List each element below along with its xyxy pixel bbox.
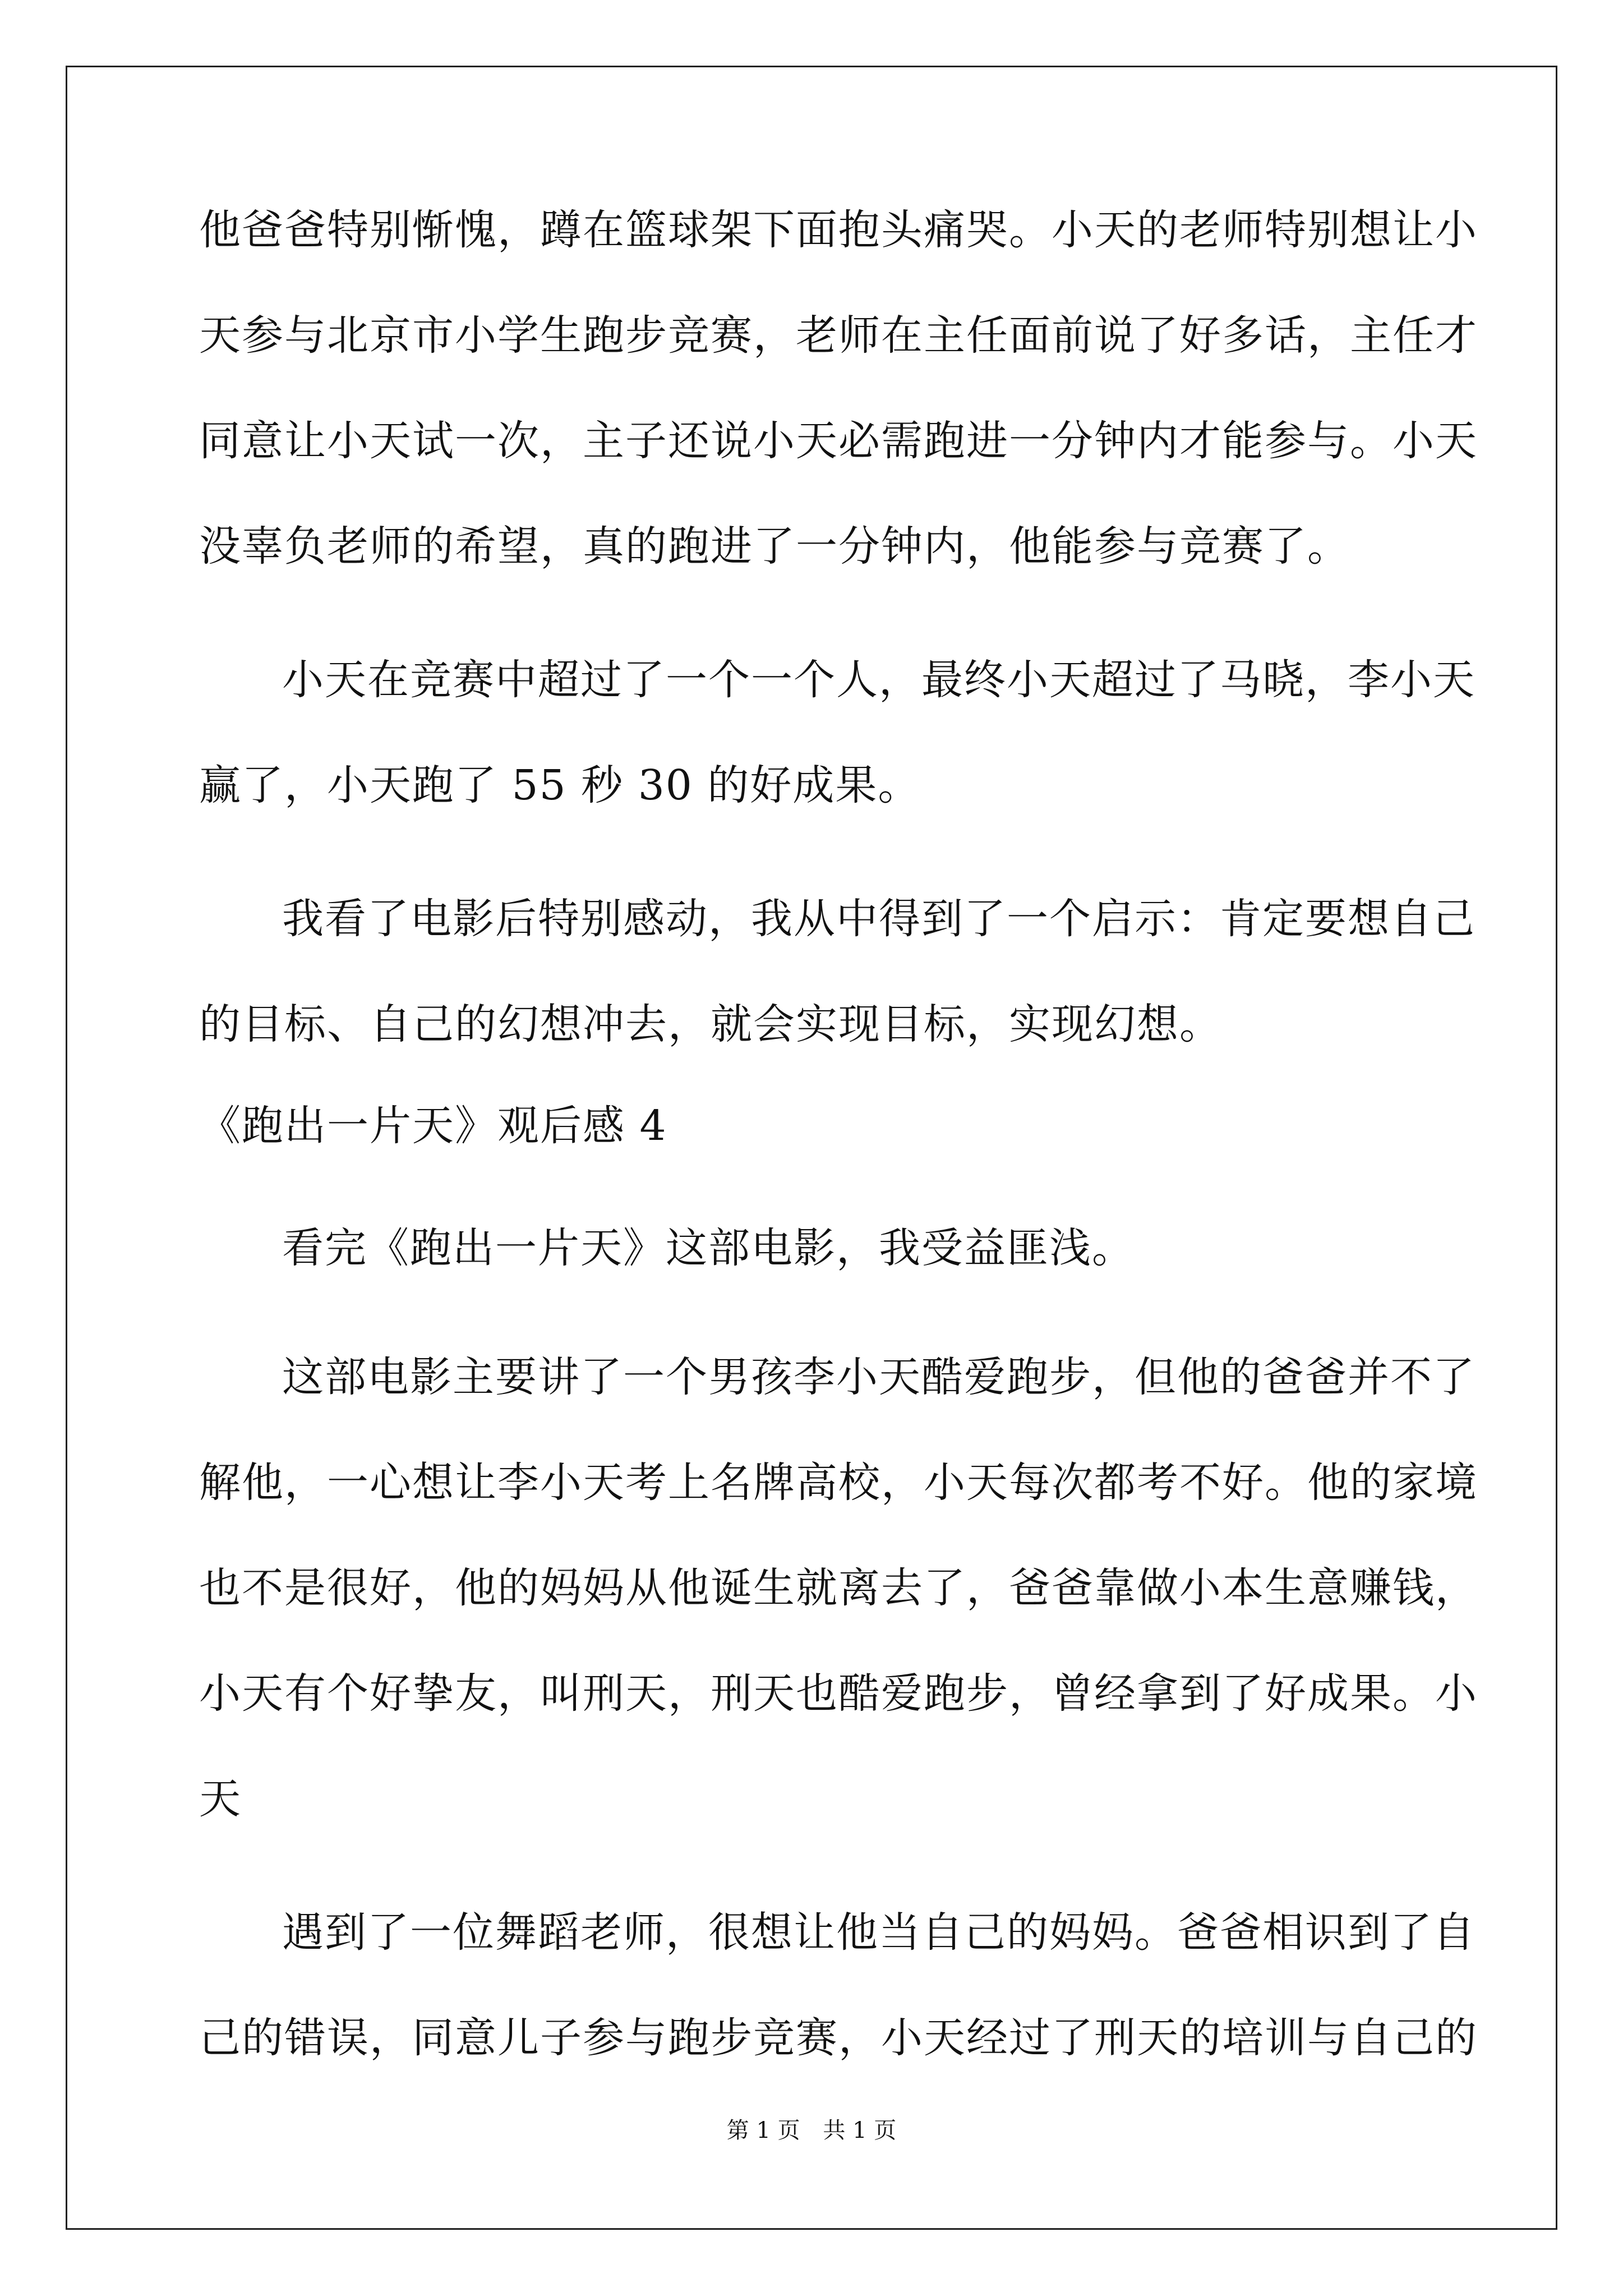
body-line: 没辜负老师的希望，真的跑进了一分钟内，他能参与竞赛了。 (199, 522, 1350, 570)
body-line: 解他，一心想让李小天考上名牌高校，小天每次都考不好。他的家境 (199, 1458, 1478, 1507)
section-heading: 《跑出一片天》观后感 4 (199, 1102, 667, 1150)
body-line: 也不是很好，他的妈妈从他诞生就离去了，爸爸靠做小本生意赚钱， (199, 1564, 1478, 1612)
body-line: 己的错误，同意儿子参与跑步竞赛，小天经过了刑天的培训与自己的 (199, 2014, 1478, 2062)
body-line: 小天有个好挚友，叫刑天，刑天也酷爱跑步，曾经拿到了好成果。小 (199, 1669, 1478, 1718)
body-line: 看完《跑出一片天》这部电影，我受益匪浅。 (282, 1224, 1135, 1272)
body-line: 赢了，小天跑了 55 秒 30 的好成果。 (199, 761, 921, 809)
page-number: 第 1 页 (726, 2118, 800, 2143)
body-line: 他爸爸特别惭愧，蹲在篮球架下面抱头痛哭。小天的老师特别想让小 (199, 206, 1478, 254)
page-total: 共 1 页 (823, 2118, 897, 2143)
body-line: 小天在竞赛中超过了一个一个人，最终小天超过了马晓，李小天 (282, 656, 1476, 704)
body-line: 遇到了一位舞蹈老师，很想让他当自己的妈妈。爸爸相识到了自 (282, 1908, 1476, 1957)
body-line: 这部电影主要讲了一个男孩李小天酷爱跑步，但他的爸爸并不了 (282, 1353, 1476, 1401)
body-line: 天 (199, 1775, 242, 1823)
page-footer (0, 2115, 1623, 2146)
body-line: 的目标、自己的幻想冲去，就会实现目标，实现幻想。 (199, 1000, 1222, 1048)
body-line: 天参与北京市小学生跑步竞赛，老师在主任面前说了好多话，主任才 (199, 311, 1478, 360)
body-line: 同意让小天试一次，主子还说小天必需跑进一分钟内才能参与。小天 (199, 417, 1478, 465)
body-line: 我看了电影后特别感动，我从中得到了一个启示：肯定要想自己 (282, 895, 1476, 943)
